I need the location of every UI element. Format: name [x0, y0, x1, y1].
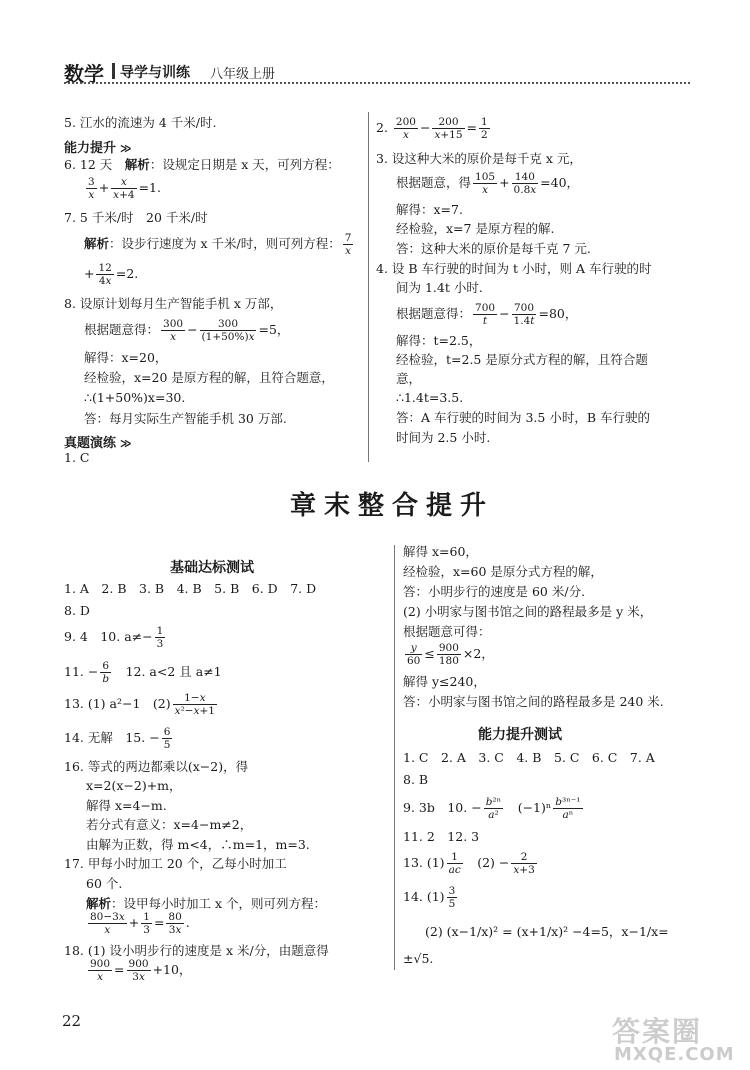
basic-12-text: 12. a<2 且 a≠1	[125, 664, 222, 680]
section-ability-label: 能力提升	[64, 141, 117, 156]
basic-right-c: 答：小明步行的速度是 60 米/分.	[403, 584, 586, 599]
basic-right-e: 根据题意可得：	[403, 624, 491, 639]
ability-answers-row-2: 8. B	[403, 772, 429, 787]
basic-17-b: 60 个.	[86, 876, 123, 891]
basic-18-equation: $\frac{900}{x}$ = $\frac{900}{3x}$ +10，	[90, 958, 192, 984]
answer-3-b-text: 根据题意，得	[396, 175, 472, 191]
basic-11-text: 11. −	[64, 664, 99, 680]
basic-9-10-text: 9. 4 10. a≠−	[64, 629, 153, 645]
answer-3-b: 根据题意，得 $\frac{105}{x}$ + $\frac{140}{0.8x}$ =40，	[396, 171, 580, 197]
answer-8-a: 8. 设原计划每月生产智能手机 x 万部，	[64, 296, 283, 311]
section-ability	[64, 137, 132, 156]
answer-4-d: 经检验，t=2.5 是原分式方程的解，且符合题	[396, 352, 648, 367]
answer-7-text: ：设步行速度为 x 千米/时，则可列方程：	[109, 236, 341, 252]
real-answer-1: 1. C	[64, 450, 90, 465]
basic-17-c	[86, 897, 326, 911]
answer-7-analysis: 解析：设步行速度为 x 千米/时，则可列方程： $\frac{7}{x}$	[84, 232, 352, 258]
basic-right-b: 经检验，x=60 是原分式方程的解，	[403, 564, 603, 579]
eq-8-tail: =5，	[258, 322, 290, 338]
basic-right-equation: $\frac{y}{60}$ ≤ $\frac{900}{180}$ ×2，	[407, 642, 494, 668]
ability-13-text: 13. (1)	[403, 855, 445, 871]
basic-18-a: 18. (1) 设小明步行的速度是 x 米/分，由题意得	[64, 943, 329, 958]
answer-7-equation: + $\frac{12}{4x}$ =2.	[84, 262, 139, 288]
chapter-title: 章末整合提升	[290, 491, 495, 521]
basic-16-b: x=2(x−2)+m，	[86, 778, 182, 793]
eq-2-equals: =	[466, 120, 478, 136]
page-number: 22	[62, 1012, 82, 1030]
analysis-label: 解析	[86, 896, 112, 911]
eq-6-tail: =1.	[138, 180, 161, 196]
answer-6-text: ：设规定日期是 x 天，可列方程：	[149, 157, 340, 172]
ability-test-title: 能力提升测试	[478, 727, 562, 743]
watermark-logo-text: 答案圈	[612, 1015, 703, 1048]
basic-16-d: 若分式有意义：x=4−m≠2，	[86, 817, 253, 832]
answer-4-a: 4. 设 B 车行驶的时间为 t 小时，则 A 车行驶的时	[376, 261, 652, 276]
column-divider-top	[368, 112, 369, 462]
ability-answers-9-10: 9. 3b 10. − $\frac{\text{b²ⁿ}}{\text{a²}}$ (−1)ⁿ $\frac{\text{b³ⁿ⁻¹}}{\text{aⁿ}}$	[403, 796, 581, 822]
section-real-label: 真题演练	[64, 436, 117, 451]
basic-answers-row-2: 8. D	[64, 603, 90, 618]
answer-8-f: 答：每月实际生产智能手机 30 万部.	[84, 411, 287, 426]
basic-16-a: 16. 等式的两边都乘以(x−2)，得	[64, 759, 249, 774]
eq-18-tail: +10，	[152, 962, 192, 978]
header-rule	[64, 82, 690, 84]
answer-6-equation: $\frac{3}{x}$ + $\frac{x}{x+4}$ =1.	[88, 176, 161, 202]
column-divider-bottom	[394, 545, 395, 970]
analysis-label: 解析	[84, 236, 110, 252]
answer-8-c: 解得：x=20，	[84, 350, 168, 365]
basic-right-h: 答：小明家与图书馆之间的路程最多是 240 米.	[403, 694, 664, 709]
ability-13-part2: (2) −	[477, 855, 510, 871]
eq-7-tail: =2.	[115, 266, 139, 282]
ability-answers-14: 14. (1) $\frac{3}{5}$	[403, 885, 456, 911]
basic-answers-9-10: 9. 4 10. a≠− $\frac{1}{3}$	[64, 625, 164, 651]
ability-14-text: 14. (1)	[403, 889, 445, 905]
analysis-label: 解析	[124, 157, 150, 172]
ability-10-sign: (−1)ⁿ	[517, 800, 552, 816]
eq-right-tail: ×2，	[462, 646, 494, 662]
basic-17-c-text: ：设甲每小时加工 x 个，则可列方程：	[111, 896, 327, 911]
answer-2-label: 2.	[376, 120, 388, 136]
answer-4-f: 答：A 车行驶的时间为 3.5 小时，B 车行驶的	[396, 410, 650, 425]
basic-17-a: 17. 甲每小时加工 20 个，乙每小时加工	[64, 856, 287, 871]
chevron-right-icon: ≫	[120, 437, 132, 450]
answer-4-e: ∴1.4t=3.5.	[396, 390, 464, 405]
answer-3-c: 解得：x=7.	[396, 202, 463, 217]
answer-3-d: 经检验，x=7 是原方程的解.	[396, 221, 555, 236]
answer-4-a2: 间为 1.4t 小时.	[396, 280, 483, 295]
answer-4-b-text: 根据题意得：	[396, 306, 472, 322]
eq-3-tail: =40，	[540, 175, 580, 191]
header-book-title: 导学与训练	[120, 65, 190, 81]
ability-answers-row-1: 1. C 2. A 3. C 4. B 5. C 6. C 7. A	[403, 750, 655, 765]
ability-14-part2-result: ±√5.	[403, 951, 434, 966]
watermark-logo	[612, 1010, 742, 1065]
answer-4-d2: 意，	[396, 371, 422, 386]
basic-16-e: 由解为正数，得 m<4，∴m=1，m=3.	[86, 837, 310, 852]
answer-8-d: 经检验，x=20 是原方程的解，且符合题意，	[84, 370, 334, 385]
answer-5: 5. 江水的流速为 4 千米/时.	[64, 115, 217, 130]
basic-14-15-text: 14. 无解 15. −	[64, 730, 160, 746]
chevron-right-icon: ≫	[120, 142, 132, 155]
basic-answers-11-12: 11. − $\frac{6}{b}$ 12. a<2 且 a≠1	[64, 660, 222, 686]
answer-8-b-text: 根据题意得：	[84, 322, 160, 338]
basic-17-equation: $\frac{80-3x}{x}$ + $\frac{1}{3}$ = $\frac{80}{3x}$ .	[90, 911, 190, 937]
answer-2-equation: 2. $\frac{200}{x}$ − $\frac{200}{x+15}$ = $\frac{1}{2}$	[376, 116, 488, 142]
watermark-url: MXQE.COM	[614, 1044, 735, 1065]
header-grade: 八年级上册	[210, 67, 276, 82]
answer-3-a: 3. 设这种大米的原价是每千克 x 元，	[376, 151, 582, 166]
answer-4-b: 根据题意得： $\frac{700}{t}$ − $\frac{700}{1.4t}$ =80，	[396, 302, 578, 328]
basic-16-c: 解得 x=4−m.	[86, 798, 167, 813]
basic-test-title: 基础达标测试	[170, 560, 254, 576]
answer-6	[64, 158, 340, 172]
answer-4-f2: 时间为 2.5 小时.	[396, 430, 491, 445]
ability-14-part2: (2) (x−1/x)² = (x+1/x)² −4=5，x−1/x=	[425, 924, 669, 939]
answer-6-label: 6. 12 天	[64, 157, 113, 172]
basic-13-text: 13. (1) a²−1 (2)	[64, 696, 171, 712]
ability-9-10-text: 9. 3b 10. −	[403, 800, 482, 816]
answer-4-c: 解得：t=2.5，	[396, 333, 482, 348]
basic-answers-row-1: 1. A 2. B 3. B 4. B 5. B 6. D 7. D	[64, 581, 317, 596]
page-header	[64, 58, 690, 86]
answer-3-e: 答：这种大米的原价是每千克 7 元.	[396, 241, 591, 256]
basic-answers-13: 13. (1) a²−1 (2) $\frac{1-x}{\text{x²−x+1}}$	[64, 692, 215, 718]
ability-answers-11-12: 11. 2 12. 3	[403, 829, 480, 844]
answer-8-b: 根据题意得： $\frac{300}{x}$ − $\frac{300}{(1+50\%)x}$ =5，	[84, 318, 290, 344]
answer-8-e: ∴(1+50%)x=30.	[84, 390, 186, 405]
header-divider	[112, 63, 115, 79]
basic-answers-14-15: 14. 无解 15. − $\frac{6}{5}$	[64, 726, 171, 752]
answer-7: 7. 5 千米/时 20 千米/时	[64, 210, 208, 225]
basic-right-g: 解得 y≤240，	[403, 674, 486, 689]
section-real-questions	[64, 432, 132, 451]
header-subject: 数学	[64, 62, 104, 86]
ability-answers-13: 13. (1) $\frac{1}{ac}$ (2) − $\frac{2}{x+3}$	[403, 851, 535, 877]
eq-4-tail: =80，	[538, 306, 578, 322]
basic-right-d: (2) 小明家与图书馆之间的路程最多是 y 米，	[403, 604, 653, 619]
basic-right-a: 解得 x=60，	[403, 544, 478, 559]
